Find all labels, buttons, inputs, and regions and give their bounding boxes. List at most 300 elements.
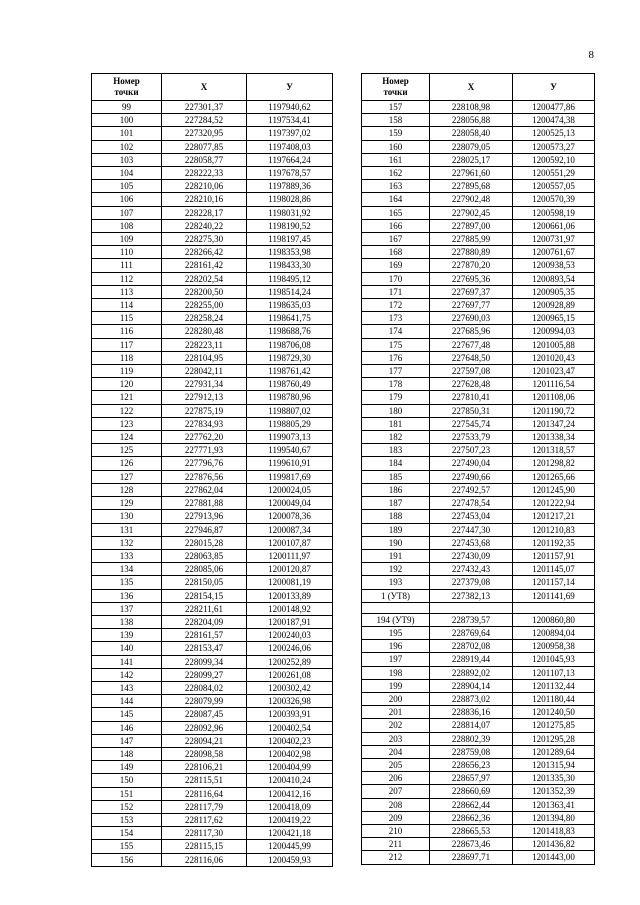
cell-y: 1200326,98 [247, 695, 333, 708]
table-row [92, 457, 333, 470]
cell-y: 1201141,69 [513, 589, 595, 602]
cell-x: 228117,62 [162, 813, 247, 826]
cell-x: 227685,96 [430, 325, 513, 338]
cell-x: 228919,44 [430, 653, 513, 666]
cell-point-number: 127 [92, 470, 162, 483]
cell-y: 1201240,50 [513, 706, 595, 719]
table-row [362, 444, 595, 457]
cell-point-number: 128 [92, 483, 162, 496]
cell-y: 1200761,67 [513, 246, 595, 259]
cell-y: 1201023,47 [513, 365, 595, 378]
cell-point-number: 116 [92, 325, 162, 338]
cell-x: 227447,30 [430, 523, 513, 536]
cell-y: 1200860,80 [513, 613, 595, 626]
cell-y: 1198688,76 [247, 325, 333, 338]
table-row [92, 285, 333, 298]
cell-point-number: 210 [362, 824, 430, 837]
cell-point-number: 193 [362, 576, 430, 589]
cell-y: 1200120,87 [247, 563, 333, 576]
cell-x: 228657,97 [430, 772, 513, 785]
cell-point-number: 1 (УТ8) [362, 589, 430, 602]
cell-point-number: 176 [362, 351, 430, 364]
cell-y: 1200078,36 [247, 510, 333, 523]
cell-point-number: 122 [92, 404, 162, 417]
cell-point-number: 114 [92, 299, 162, 312]
cell-x: 228115,51 [162, 774, 247, 787]
cell-point-number: 156 [92, 853, 162, 866]
cell-y: 1200240,03 [247, 629, 333, 642]
cell-y: 1201192,35 [513, 536, 595, 549]
cell-point-number: 184 [362, 457, 430, 470]
cell-point-number: 182 [362, 431, 430, 444]
table-row [362, 338, 595, 351]
table-row [92, 787, 333, 800]
cell-y: 1200302,42 [247, 681, 333, 694]
cell-x: 228106,21 [162, 761, 247, 774]
table-row [92, 497, 333, 510]
cell-x: 228222,33 [162, 167, 247, 180]
cell-x: 227301,37 [162, 101, 247, 114]
cell-y: 1200928,89 [513, 299, 595, 312]
cell-x: 227902,48 [430, 193, 513, 206]
cell-x: 228161,57 [162, 629, 247, 642]
cell-point-number: 145 [92, 708, 162, 721]
cell-point-number: 166 [362, 219, 430, 232]
cell-point-number: 201 [362, 706, 430, 719]
cell-y: 1200958,38 [513, 640, 595, 653]
cell-point-number: 188 [362, 510, 430, 523]
cell-y: 1198760,49 [247, 378, 333, 391]
cell-point-number: 146 [92, 721, 162, 734]
table-row [362, 259, 595, 272]
table-row [92, 127, 333, 140]
cell-point-number: 150 [92, 774, 162, 787]
cell-x: 227931,34 [162, 378, 247, 391]
table-row [362, 666, 595, 679]
cell-y: 1200261,08 [247, 668, 333, 681]
table-row [362, 246, 595, 259]
cell-y: 1198495,12 [247, 272, 333, 285]
table-row [92, 180, 333, 193]
cell-y: 1201020,43 [513, 351, 595, 364]
table-row [92, 602, 333, 615]
cell-y: 1200024,05 [247, 483, 333, 496]
cell-point-number: 115 [92, 312, 162, 325]
cell-point-number: 207 [362, 785, 430, 798]
cell-x: 227379,08 [430, 576, 513, 589]
cell-y: 1201107,13 [513, 666, 595, 679]
cell-y: 1200081,19 [247, 576, 333, 589]
cell-x: 227695,36 [430, 272, 513, 285]
table-row [92, 708, 333, 721]
cell-x: 227533,79 [430, 431, 513, 444]
cell-x: 228210,06 [162, 180, 247, 193]
cell-point-number: 196 [362, 640, 430, 653]
table-row [92, 747, 333, 760]
table-row [362, 589, 595, 602]
cell-point-number: 117 [92, 338, 162, 351]
table-row [92, 470, 333, 483]
cell-y: 1198641,75 [247, 312, 333, 325]
cell-x: 227507,23 [430, 444, 513, 457]
cell-y: 1199073,13 [247, 431, 333, 444]
table-row [92, 800, 333, 813]
cell-point-number: 136 [92, 589, 162, 602]
cell-point-number: 195 [362, 626, 430, 639]
cell-x: 228240,22 [162, 219, 247, 232]
table-row [92, 299, 333, 312]
cell-point-number: 186 [362, 483, 430, 496]
cell-x: 228255,00 [162, 299, 247, 312]
table-row [362, 811, 595, 824]
cell-x: 227690,03 [430, 312, 513, 325]
table-row [92, 853, 333, 866]
table-row [92, 431, 333, 444]
table-row [92, 483, 333, 496]
cell-point-number: 113 [92, 285, 162, 298]
cell-point-number: 141 [92, 655, 162, 668]
cell-y: 1199540,67 [247, 444, 333, 457]
table-row [92, 721, 333, 734]
cell-y: 1201222,94 [513, 497, 595, 510]
table-row [362, 576, 595, 589]
cell-x: 227870,20 [430, 259, 513, 272]
cell-point-number: 208 [362, 798, 430, 811]
cell-x: 227796,76 [162, 457, 247, 470]
cell-x: 227490,66 [430, 470, 513, 483]
cell-y: 1198807,02 [247, 404, 333, 417]
cell-x: 227284,52 [162, 114, 247, 127]
table-row [362, 523, 595, 536]
table-row [362, 325, 595, 338]
cell-x: 227545,74 [430, 417, 513, 430]
cell-x: 228117,79 [162, 800, 247, 813]
cell-point-number: 143 [92, 681, 162, 694]
cell-point-number: 142 [92, 668, 162, 681]
cell-point-number: 108 [92, 219, 162, 232]
cell-y: 1201108,06 [513, 391, 595, 404]
header-y: У [513, 74, 595, 101]
table-row [92, 153, 333, 166]
cell-y: 1200410,24 [247, 774, 333, 787]
cell-point-number: 198 [362, 666, 430, 679]
cell-y: 1201157,91 [513, 549, 595, 562]
table-row [92, 642, 333, 655]
header-point-number: Номер точки [92, 74, 162, 101]
cell-x: 228085,06 [162, 563, 247, 576]
table-row [92, 114, 333, 127]
cell-y: 1200402,23 [247, 734, 333, 747]
cell-y: 1201295,28 [513, 732, 595, 745]
cell-x: 228662,36 [430, 811, 513, 824]
header-x: X [430, 74, 513, 101]
cell-point-number: 191 [362, 549, 430, 562]
cell-point-number: 175 [362, 338, 430, 351]
cell-x: 228836,16 [430, 706, 513, 719]
table-row [362, 785, 595, 798]
cell-point-number: 203 [362, 732, 430, 745]
table-row [92, 444, 333, 457]
cell-y: 1200525,13 [513, 127, 595, 140]
table-row [362, 798, 595, 811]
cell-x: 228266,42 [162, 246, 247, 259]
table-row [92, 549, 333, 562]
table-row [362, 404, 595, 417]
cell-x: 228204,09 [162, 615, 247, 628]
cell-y: 1198729,30 [247, 351, 333, 364]
cell-y: 1201145,07 [513, 563, 595, 576]
table-row [362, 679, 595, 692]
cell-x: 228697,71 [430, 851, 513, 864]
cell-y: 1201436,82 [513, 838, 595, 851]
cell-x: 227876,56 [162, 470, 247, 483]
cell-x: 228660,69 [430, 785, 513, 798]
cell-point-number: 124 [92, 431, 162, 444]
table-row [92, 629, 333, 642]
table-row [362, 838, 595, 851]
cell-y: 1200049,04 [247, 497, 333, 510]
cell-point-number: 185 [362, 470, 430, 483]
cell-point-number: 118 [92, 351, 162, 364]
cell-point-number: 167 [362, 233, 430, 246]
cell-x: 228116,64 [162, 787, 247, 800]
cell-x: 228814,07 [430, 719, 513, 732]
cell-point-number: 101 [92, 127, 162, 140]
cell-point-number: 172 [362, 299, 430, 312]
cell-y: 1197534,41 [247, 114, 333, 127]
table-row [362, 613, 595, 626]
cell-point-number: 100 [92, 114, 162, 127]
table-row [362, 549, 595, 562]
cell-point-number: 183 [362, 444, 430, 457]
cell-point-number: 147 [92, 734, 162, 747]
table-row [362, 299, 595, 312]
cell-x: 228087,45 [162, 708, 247, 721]
cell-y: 1200570,39 [513, 193, 595, 206]
table-row [362, 431, 595, 444]
cell-point-number: 211 [362, 838, 430, 851]
cell-point-number: 171 [362, 285, 430, 298]
cell-point-number: 123 [92, 417, 162, 430]
cell-y: 1198514,24 [247, 285, 333, 298]
cell-y: 1200598,19 [513, 206, 595, 219]
cell-y: 1200246,06 [247, 642, 333, 655]
coordinates-table-right [361, 73, 595, 865]
cell-point-number: 158 [362, 114, 430, 127]
table-row [92, 827, 333, 840]
cell-y: 1201116,54 [513, 378, 595, 391]
cell-x: 228280,48 [162, 325, 247, 338]
cell-x: 228099,34 [162, 655, 247, 668]
cell-point-number: 119 [92, 365, 162, 378]
cell-y: 1198780,96 [247, 391, 333, 404]
cell-y: 1200107,87 [247, 536, 333, 549]
cell-x: 227881,88 [162, 497, 247, 510]
table-row [362, 114, 595, 127]
cell-x: 228104,95 [162, 351, 247, 364]
cell-y: 1201265,66 [513, 470, 595, 483]
cell-point-number: 129 [92, 497, 162, 510]
cell-x: 228092,96 [162, 721, 247, 734]
table-row [362, 732, 595, 745]
cell-x: 228211,61 [162, 602, 247, 615]
cell-x: 228077,85 [162, 140, 247, 153]
cell-point-number: 154 [92, 827, 162, 840]
cell-x: 228099,27 [162, 668, 247, 681]
cell-y: 1201394,80 [513, 811, 595, 824]
cell-point-number: 105 [92, 180, 162, 193]
table-row [362, 285, 595, 298]
cell-y: 1200477,86 [513, 101, 595, 114]
cell-x: 227430,09 [430, 549, 513, 562]
cell-point-number: 174 [362, 325, 430, 338]
cell-point-number: 204 [362, 745, 430, 758]
cell-y: 1200402,98 [247, 747, 333, 760]
cell-point-number: 173 [362, 312, 430, 325]
cell-x: 228098,58 [162, 747, 247, 760]
cell-x: 227597,08 [430, 365, 513, 378]
cell-point-number: 120 [92, 378, 162, 391]
cell-y: 1201132,44 [513, 679, 595, 692]
cell-point-number: 126 [92, 457, 162, 470]
cell-y: 1201190,72 [513, 404, 595, 417]
cell-x: 228202,54 [162, 272, 247, 285]
cell-x: 227697,37 [430, 285, 513, 298]
cell-y: 1198028,86 [247, 193, 333, 206]
cell-y: 1201157,14 [513, 576, 595, 589]
cell-point-number: 157 [362, 101, 430, 114]
cell-x: 228058,77 [162, 153, 247, 166]
cell-y: 1200474,38 [513, 114, 595, 127]
cell-point-number: 159 [362, 127, 430, 140]
cell-y: 1198197,45 [247, 233, 333, 246]
cell-x: 228228,17 [162, 206, 247, 219]
table-row [362, 510, 595, 523]
cell-x: 228739,57 [430, 613, 513, 626]
cell-x: 227677,48 [430, 338, 513, 351]
cell-point-number: 189 [362, 523, 430, 536]
table-row [362, 536, 595, 549]
empty-cell [362, 602, 430, 613]
cell-y: 1197889,36 [247, 180, 333, 193]
table-row [92, 681, 333, 694]
cell-y: 1201180,44 [513, 692, 595, 705]
cell-point-number: 177 [362, 365, 430, 378]
cell-y: 1201005,88 [513, 338, 595, 351]
page-number: 8 [588, 49, 594, 61]
cell-point-number: 153 [92, 813, 162, 826]
cell-x: 228873,02 [430, 692, 513, 705]
cell-x: 227810,41 [430, 391, 513, 404]
cell-x: 228154,15 [162, 589, 247, 602]
cell-point-number: 199 [362, 679, 430, 692]
table-row [362, 653, 595, 666]
cell-y: 1201418,83 [513, 824, 595, 837]
cell-y: 1198353,98 [247, 246, 333, 259]
cell-point-number: 161 [362, 153, 430, 166]
cell-point-number: 135 [92, 576, 162, 589]
cell-x: 227885,99 [430, 233, 513, 246]
cell-x: 228150,05 [162, 576, 247, 589]
cell-x: 227912,13 [162, 391, 247, 404]
table-row [362, 706, 595, 719]
cell-x: 228079,99 [162, 695, 247, 708]
cell-point-number: 165 [362, 206, 430, 219]
cell-x: 228161,42 [162, 259, 247, 272]
table-row [92, 563, 333, 576]
table-row [362, 219, 595, 232]
cell-y: 1201318,57 [513, 444, 595, 457]
cell-x: 228153,47 [162, 642, 247, 655]
table-row [92, 140, 333, 153]
cell-point-number: 121 [92, 391, 162, 404]
table-row [362, 127, 595, 140]
cell-x: 227492,57 [430, 483, 513, 496]
cell-x: 227648,50 [430, 351, 513, 364]
table-row [362, 365, 595, 378]
cell-point-number: 149 [92, 761, 162, 774]
cell-x: 228665,53 [430, 824, 513, 837]
table-row [92, 219, 333, 232]
cell-point-number: 178 [362, 378, 430, 391]
header-x: X [162, 74, 247, 101]
cell-y: 1198761,42 [247, 365, 333, 378]
cell-x: 227478,54 [430, 497, 513, 510]
cell-point-number: 202 [362, 719, 430, 732]
table-row [92, 589, 333, 602]
table-header-row [362, 74, 595, 101]
cell-y: 1201338,34 [513, 431, 595, 444]
cell-y: 1200573,27 [513, 140, 595, 153]
table-row [362, 483, 595, 496]
cell-x: 227628,48 [430, 378, 513, 391]
cell-x: 227850,31 [430, 404, 513, 417]
cell-x: 227762,20 [162, 431, 247, 444]
cell-y: 1201347,24 [513, 417, 595, 430]
cell-x: 227961,60 [430, 167, 513, 180]
table-row [362, 772, 595, 785]
cell-y: 1200994,03 [513, 325, 595, 338]
cell-point-number: 132 [92, 536, 162, 549]
cell-y: 1197940,62 [247, 101, 333, 114]
cell-x: 228275,30 [162, 233, 247, 246]
table-row [92, 312, 333, 325]
table-row [362, 640, 595, 653]
cell-y: 1199817,69 [247, 470, 333, 483]
cell-point-number: 139 [92, 629, 162, 642]
cell-y: 1200419,22 [247, 813, 333, 826]
cell-point-number: 130 [92, 510, 162, 523]
cell-y: 1201352,39 [513, 785, 595, 798]
table-row [92, 840, 333, 853]
cell-x: 228015,28 [162, 536, 247, 549]
cell-x: 227453,68 [430, 536, 513, 549]
cell-y: 1198805,29 [247, 417, 333, 430]
cell-x: 227490,04 [430, 457, 513, 470]
cell-x: 228025,17 [430, 153, 513, 166]
table-row [92, 761, 333, 774]
cell-point-number: 137 [92, 602, 162, 615]
table-row [92, 233, 333, 246]
table-row [362, 272, 595, 285]
header-y: У [247, 74, 333, 101]
cell-x: 228223,11 [162, 338, 247, 351]
table-row [362, 101, 595, 114]
cell-point-number: 206 [362, 772, 430, 785]
cell-y: 1200731,97 [513, 233, 595, 246]
cell-point-number: 187 [362, 497, 430, 510]
cell-y: 1201245,90 [513, 483, 595, 496]
